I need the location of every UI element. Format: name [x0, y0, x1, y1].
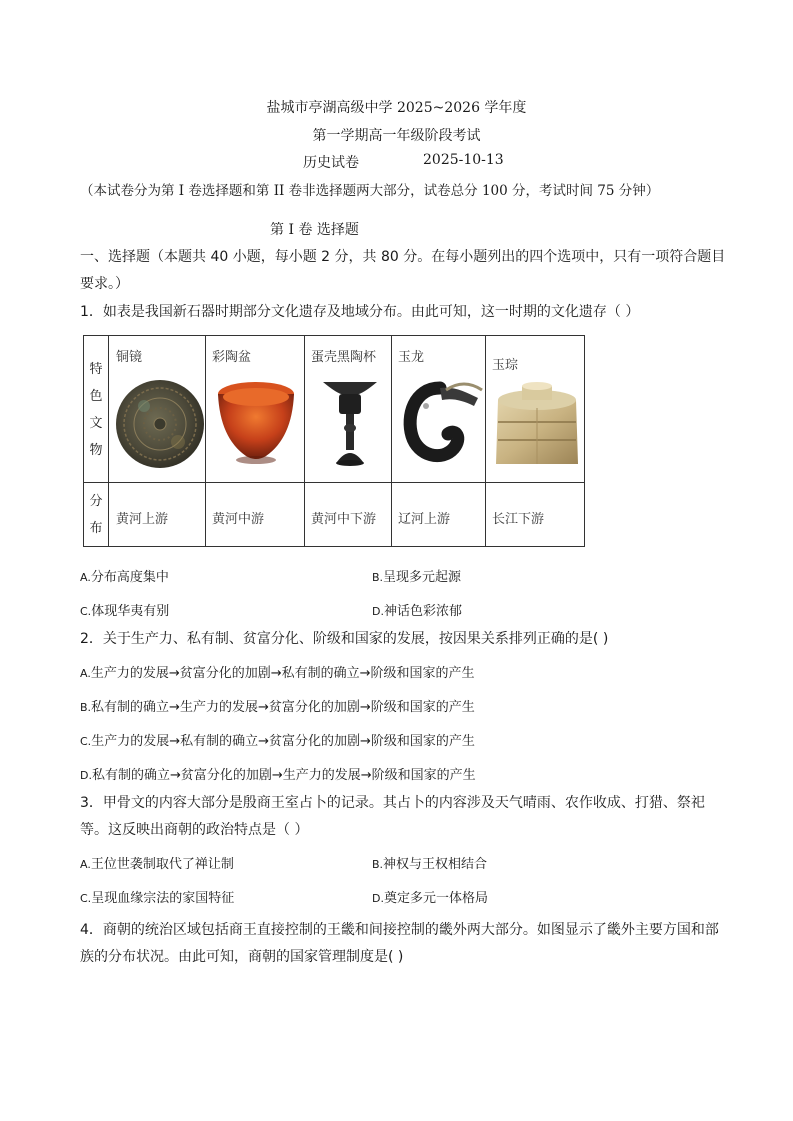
exam-note: （本试卷分为第 I 卷选择题和第 II 卷非选择题两大部分，试卷总分 100 分，考试时间 75 分钟） [80, 183, 660, 199]
q2-option-b[interactable]: B.私有制的确立→生产力的发展→贫富分化的加剧→阶级和国家的产生 [80, 700, 475, 715]
subject-title: 历史试卷 [303, 155, 359, 171]
region-5: 长江下游 [492, 512, 545, 527]
q2-stem: 2．关于生产力、私有制、贫富分化、阶级和国家的发展，按因果关系排列正确的是( ) [80, 631, 609, 647]
school-title: 盐城市亭湖高级中学 2025~2026 学年度 [266, 100, 527, 116]
section-instructions-line1: 一、选择题（本题共 40 小题，每小题 2 分，共 80 分。在每小题列出的四个选项中，只有一项符合题目 [80, 249, 726, 265]
row-head-distribution: 分 布 [89, 494, 103, 536]
exam-title: 第一学期高一年级阶段考试 [312, 128, 481, 144]
q3-stem-line1: 3．甲骨文的内容大部分是殷商王室占卜的记录。其占卜的内容涉及天气晴雨、农作收成、打猎、祭祀 [80, 795, 705, 811]
q4-stem-line2: 族的分布状况。由此可知，商朝的国家管理制度是( ) [80, 949, 404, 965]
region-3: 黄河中下游 [311, 512, 377, 527]
bronze-mirror-icon [114, 376, 206, 470]
artifact-label-5: 玉琮 [492, 358, 519, 373]
artifact-label-4: 玉龙 [398, 350, 425, 365]
painted-pottery-basin-icon [216, 380, 296, 468]
q3-option-b[interactable]: B.神权与王权相结合 [372, 857, 488, 872]
region-1: 黄河上游 [116, 512, 169, 527]
q3-stem-line2: 等。这反映出商朝的政治特点是（ ） [80, 822, 309, 838]
section-instructions-line2: 要求。） [80, 276, 129, 292]
artifact-label-2: 彩陶盆 [212, 350, 252, 365]
q1-option-c[interactable]: C.体现华夷有别 [80, 604, 170, 619]
jade-dragon-icon [396, 376, 484, 468]
q4-stem-line1: 4．商朝的统治区域包括商王直接控制的王畿和间接控制的畿外两大部分。如图显示了畿外主要方国和部 [80, 922, 719, 938]
part1-title: 第 I 卷 选择题 [270, 222, 359, 238]
q2-option-c[interactable]: C.生产力的发展→私有制的确立→贫富分化的加剧→阶级和国家的产生 [80, 734, 475, 749]
q3-option-d[interactable]: D.奠定多元一体格局 [372, 891, 488, 906]
artifact-label-1: 铜镜 [116, 350, 143, 365]
q3-option-c[interactable]: C.呈现血缘宗法的家国特征 [80, 891, 235, 906]
q1-option-b[interactable]: B.呈现多元起源 [372, 570, 462, 585]
eggshell-black-pottery-cup-icon [319, 378, 381, 470]
q1-option-a[interactable]: A.分布高度集中 [80, 570, 169, 585]
region-2: 黄河中游 [212, 512, 265, 527]
row-head-artifacts: 特 色 文 物 [89, 362, 103, 458]
q1-stem: 1．如表是我国新石器时期部分文化遗存及地域分布。由此可知，这一时期的文化遗存（ ） [80, 304, 640, 320]
q3-option-a[interactable]: A.王位世袭制取代了禅让制 [80, 857, 234, 872]
exam-date: 2025-10-13 [423, 152, 504, 168]
jade-cong-icon [494, 378, 580, 470]
q1-option-d[interactable]: D.神话色彩浓郁 [372, 604, 462, 619]
artifact-table [83, 335, 585, 547]
q2-option-d[interactable]: D.私有制的确立→贫富分化的加剧→生产力的发展→阶级和国家的产生 [80, 768, 476, 783]
q2-option-a[interactable]: A.生产力的发展→贫富分化的加剧→私有制的确立→阶级和国家的产生 [80, 666, 475, 681]
region-4: 辽河上游 [398, 512, 451, 527]
artifact-label-3: 蛋壳黑陶杯 [311, 350, 377, 365]
